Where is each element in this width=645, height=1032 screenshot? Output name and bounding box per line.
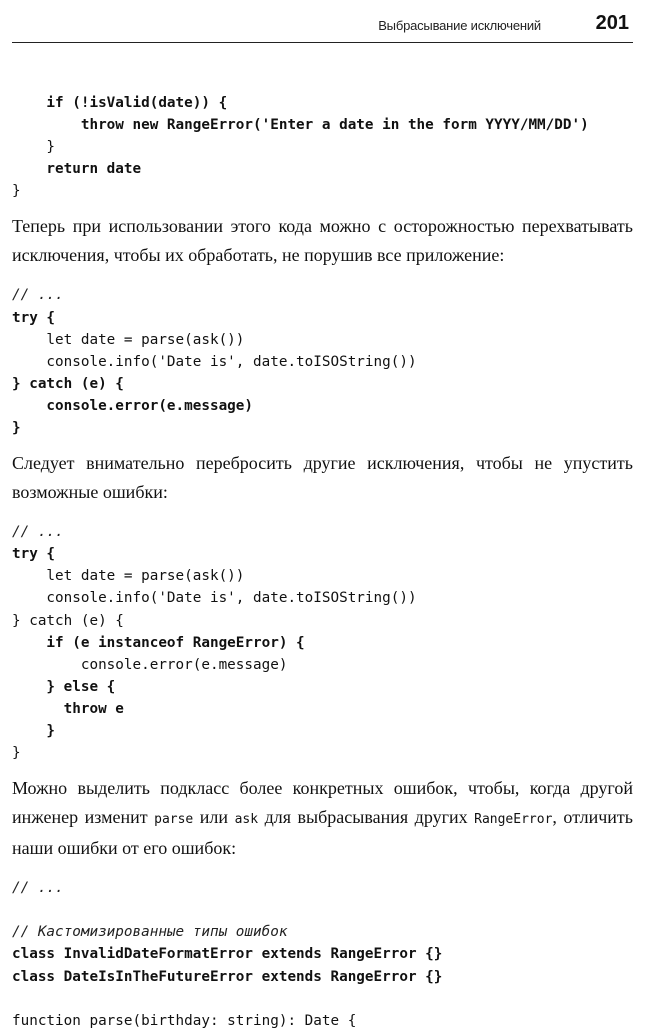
code-line: } catch (e) { (12, 375, 124, 392)
paragraph-text: , отличить наши ошибки от его ошибок: (12, 807, 633, 859)
code-block-4 (12, 877, 633, 1032)
code-line: try { (12, 309, 56, 326)
code-block-3 (12, 521, 633, 764)
paragraph-3 (12, 774, 633, 863)
code-line: let date = parse(ask()) (12, 568, 245, 585)
inline-code-ask: ask (234, 812, 259, 828)
code-line: } (12, 745, 21, 762)
code-line (12, 158, 633, 180)
code-line: throw new RangeError('Enter a date in the form YYYY/MM/DD') (12, 117, 589, 134)
code-line: } catch (e) { (12, 612, 124, 629)
code-line: console.info('Date is', date.toISOString()) (12, 590, 417, 607)
inline-code-parse: parse (154, 812, 194, 828)
code-line: if (e instanceof RangeError) { (12, 634, 305, 651)
code-line: } (12, 183, 21, 200)
page-number: 201 (595, 12, 629, 34)
inline-code-rangeerror: RangeError (474, 812, 553, 828)
code-line (12, 92, 633, 114)
code-line: try { (12, 546, 56, 563)
paragraph-text: Можно выделить подкласс более конкретных ошибок, чтобы, когда другой инженер изменит (12, 778, 633, 828)
code-line: function parse(birthday: string): Date { (12, 1012, 357, 1029)
paragraph-text: для выбрасывания других (258, 807, 475, 828)
code-line: } else { (12, 678, 116, 695)
page-content (12, 92, 633, 1032)
code-line: console.error(e.message) (12, 656, 288, 673)
paragraph-text: или (193, 807, 235, 828)
page-header (12, 14, 633, 43)
code-line: class InvalidDateFormatError extends RangeError {} (12, 946, 443, 963)
code-line-text: if (!isValid(date)) { (12, 95, 228, 111)
paragraph-1: Теперь при использовании этого кода можно с осторожностью перехватывать исключения, чтобы их обработать, не порушив все приложение: (12, 216, 633, 266)
code-line: } (12, 139, 56, 156)
code-line: } (12, 420, 21, 437)
code-comment: // Кастомизированные типы ошибок (12, 924, 288, 941)
code-block-1 (12, 92, 633, 202)
code-line-text: return date (12, 161, 142, 178)
paragraph-2: Следует внимательно перебросить другие исключения, чтобы не упустить возможные ошибки: (12, 453, 633, 503)
code-line: } (12, 722, 56, 739)
code-line: let date = parse(ask()) (12, 331, 245, 348)
code-comment: // ... (12, 880, 64, 897)
code-comment: // ... (12, 287, 64, 304)
code-line: class DateIsInTheFutureError extends RangeError {} (12, 968, 443, 985)
code-line: throw e (12, 700, 124, 717)
blank-line (12, 988, 633, 1010)
code-comment: // ... (12, 524, 64, 541)
code-line: console.info('Date is', date.toISOString()) (12, 353, 417, 370)
code-block-2 (12, 284, 633, 439)
code-line: console.error(e.message) (12, 397, 254, 414)
running-title: Выбрасывание исключений (378, 18, 541, 33)
blank-line (12, 899, 633, 921)
